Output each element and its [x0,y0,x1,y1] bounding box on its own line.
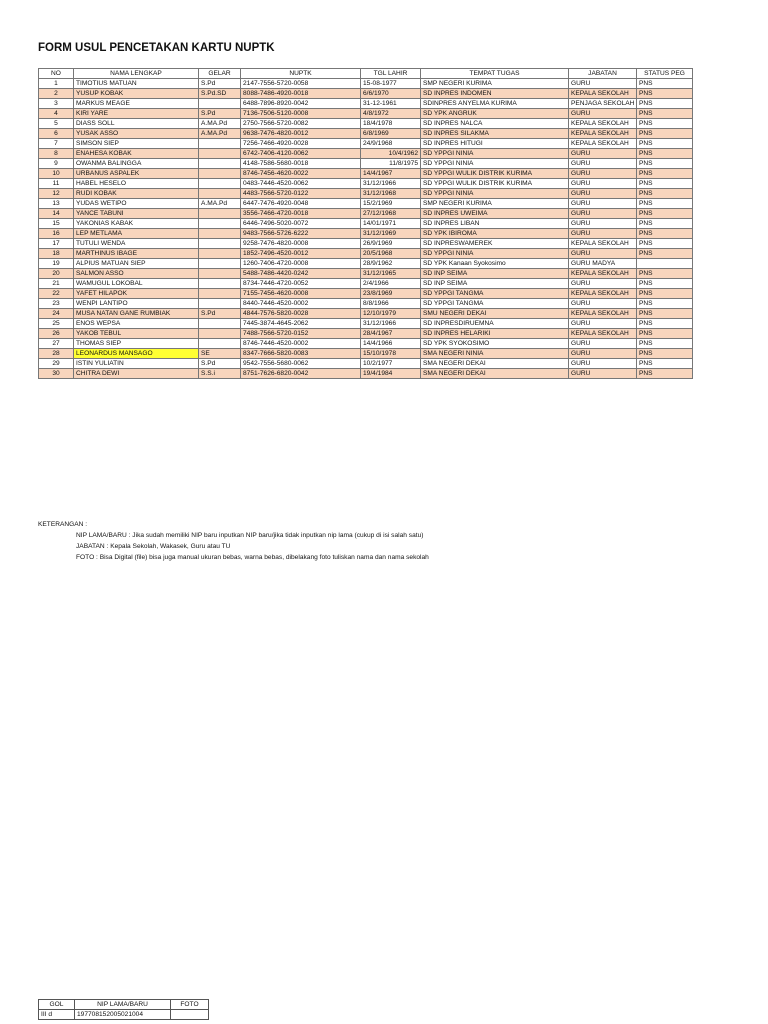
cell-nuptk: 6446-7496-5020-0072 [241,219,361,229]
cell-nuptk: 2750-7566-5720-0082 [241,119,361,129]
cell-tgl-lahir: 26/9/1969 [361,239,421,249]
table-row [39,119,693,129]
cell-nama: ISTIN YULIATIN [74,359,199,369]
cell-status: PNS [637,129,693,139]
cell-nuptk: 6742-7406-4120-0062 [241,149,361,159]
header-status: STATUS PEG [637,69,693,79]
gol-value: III d [39,1010,75,1020]
cell-tempat-tugas: SMP NEGERI KURIMA [421,79,569,89]
cell-tempat-tugas: SD INPRES LIBAN [421,219,569,229]
cell-tgl-lahir: 18/4/1978 [361,119,421,129]
table-row [39,109,693,119]
cell-no: 4 [39,109,74,119]
cell-gelar: S.Pd [199,109,241,119]
cell-tgl-lahir: 24/9/1968 [361,139,421,149]
table-header-row [39,69,693,79]
header-tempat-tugas: TEMPAT TUGAS [421,69,569,79]
cell-status: PNS [637,299,693,309]
cell-nuptk: 5488-7486-4420-0242 [241,269,361,279]
foto-value [171,1010,209,1020]
cell-tempat-tugas: SD YPPGI NINIA [421,159,569,169]
cell-status: PNS [637,319,693,329]
cell-tempat-tugas: SMA NEGERI DEKAI [421,359,569,369]
cell-status: PNS [637,139,693,149]
table-row [39,289,693,299]
cell-tempat-tugas: SD YPPGI WULIK DISTRIK KURIMA [421,169,569,179]
cell-nama: SIMSON SIEP [74,139,199,149]
cell-no: 29 [39,359,74,369]
cell-no: 17 [39,239,74,249]
header-nip: NIP LAMA/BARU [75,1000,171,1010]
cell-nama: WENPI LANTIPO [74,299,199,309]
cell-status: PNS [637,279,693,289]
cell-no: 20 [39,269,74,279]
cell-nuptk: 0483-7446-4520-0062 [241,179,361,189]
cell-tempat-tugas: SD INPRES UWEIMA [421,209,569,219]
cell-jabatan: KEPALA SEKOLAH [569,289,637,299]
cell-tgl-lahir: 8/8/1966 [361,299,421,309]
table-row [39,179,693,189]
cell-status: PNS [637,229,693,239]
cell-no: 23 [39,299,74,309]
cell-no: 26 [39,329,74,339]
cell-nuptk: 8088-7486-4920-0018 [241,89,361,99]
cell-gelar [199,339,241,349]
cell-gelar: S.S.i [199,369,241,379]
cell-tgl-lahir: 15-08-1977 [361,79,421,89]
cell-jabatan: GURU [569,369,637,379]
table-row [39,79,693,89]
cell-gelar [199,219,241,229]
cell-tgl-lahir: 6/8/1969 [361,129,421,139]
cell-nuptk: 1852-7496-4520-0012 [241,249,361,259]
cell-nuptk: 4148-7586-5680-0018 [241,159,361,169]
cell-jabatan: GURU [569,179,637,189]
cell-tgl-lahir: 15/10/1978 [361,349,421,359]
cell-tempat-tugas: SD YPPGI NINIA [421,189,569,199]
table-row [39,189,693,199]
cell-gelar [199,179,241,189]
cell-jabatan: GURU [569,349,637,359]
cell-no: 19 [39,259,74,269]
table-row [39,329,693,339]
cell-tgl-lahir: 31/12/1965 [361,269,421,279]
cell-nuptk: 4483-7566-5720-0122 [241,189,361,199]
cell-gelar: A.MA.Pd [199,129,241,139]
cell-tempat-tugas: SD INPRESWAMEREK [421,239,569,249]
cell-gelar: A.MA.Pd [199,199,241,209]
header-gelar: GELAR [199,69,241,79]
cell-no: 7 [39,139,74,149]
cell-nama: URBANUS ASPALEK [74,169,199,179]
cell-gelar [199,249,241,259]
cell-tempat-tugas: SD INPRES HITUGI [421,139,569,149]
notes-line-foto: FOTO : Bisa Digital (file) bisa juga manual ukuran bebas, warna bebas, dibelakang foto tuliskan nama dan nama sekolah [76,554,429,561]
cell-tgl-lahir: 6/6/1970 [361,89,421,99]
table-row [39,309,693,319]
cell-status: PNS [637,349,693,359]
cell-tempat-tugas: SD INPRES HELARIKI [421,329,569,339]
cell-gelar [199,289,241,299]
cell-nama: CHITRA DEWI [74,369,199,379]
cell-nama: LEP METLAMA [74,229,199,239]
cell-tgl-lahir: 11/8/1975 [361,159,421,169]
cell-gelar [199,149,241,159]
cell-status: PNS [637,169,693,179]
cell-nuptk: 7136-7506-5120-0008 [241,109,361,119]
cell-nama: TUTULI WENDA [74,239,199,249]
cell-jabatan: KEPALA SEKOLAH [569,129,637,139]
table-row [39,89,693,99]
table-row [39,149,693,159]
cell-tempat-tugas: SD INP SEIMA [421,269,569,279]
header-gol: GOL [39,1000,75,1010]
cell-nama: YAFET HILAPOK [74,289,199,299]
cell-tempat-tugas: SD YPPGI TANGMA [421,289,569,299]
cell-nama: YANCE TABUNI [74,209,199,219]
cell-nuptk: 9258-7476-4820-0008 [241,239,361,249]
cell-nama: MUSA NATAN GANE RUMBIAK [74,309,199,319]
cell-no: 10 [39,169,74,179]
notes [38,519,429,563]
notes-line-nip: NIP LAMA/BARU : Jika sudah memiliki NIP baru inputkan NIP baru/jika tidak inputkan nip lama (cukup di isi salah satu) [76,532,424,539]
cell-no: 25 [39,319,74,329]
cell-tgl-lahir: 19/4/1984 [361,369,421,379]
gol-header-row [39,1000,209,1010]
header-nama: NAMA LENGKAP [74,69,199,79]
cell-no: 18 [39,249,74,259]
cell-jabatan: GURU [569,209,637,219]
cell-no: 12 [39,189,74,199]
cell-tempat-tugas: SMA NEGERI NINIA [421,349,569,359]
cell-nuptk: 7256-7466-4920-0028 [241,139,361,149]
cell-jabatan: GURU [569,159,637,169]
cell-status: PNS [637,89,693,99]
cell-jabatan: GURU [569,169,637,179]
cell-nama: ENAHESA KOBAK [74,149,199,159]
cell-nuptk: 7155-7456-4620-0008 [241,289,361,299]
cell-nuptk: 8746-7446-4520-0002 [241,339,361,349]
cell-tgl-lahir: 27/12/1968 [361,209,421,219]
cell-nuptk: 6447-7476-4920-0048 [241,199,361,209]
cell-tgl-lahir: 31/12/1966 [361,319,421,329]
cell-status: PNS [637,219,693,229]
cell-no: 22 [39,289,74,299]
cell-tgl-lahir: 20/5/1968 [361,249,421,259]
cell-no: 6 [39,129,74,139]
cell-tgl-lahir: 4/8/1972 [361,109,421,119]
cell-jabatan: GURU MADYA [569,259,637,269]
cell-tempat-tugas: SMA NEGERI DEKAI [421,369,569,379]
cell-no: 3 [39,99,74,109]
cell-tempat-tugas: SD YPPGI NINIA [421,149,569,159]
cell-tgl-lahir: 15/2/1969 [361,199,421,209]
cell-nuptk: 9638-7476-4820-0012 [241,129,361,139]
cell-nama: SALMON ASSO [74,269,199,279]
cell-status: PNS [637,359,693,369]
table-row [39,349,693,359]
cell-no: 27 [39,339,74,349]
cell-tgl-lahir: 14/4/1967 [361,169,421,179]
cell-nuptk: 8746-7456-4620-0022 [241,169,361,179]
cell-status: PNS [637,209,693,219]
cell-tgl-lahir: 10/2/1977 [361,359,421,369]
cell-jabatan: KEPALA SEKOLAH [569,329,637,339]
table-row [39,229,693,239]
gol-nip-table [38,999,209,1020]
cell-jabatan: GURU [569,79,637,89]
cell-gelar [199,329,241,339]
table-row [39,339,693,349]
cell-jabatan: PENJAGA SEKOLAH [569,99,637,109]
cell-status: PNS [637,199,693,209]
cell-gelar [199,239,241,249]
cell-tgl-lahir: 12/10/1979 [361,309,421,319]
cell-jabatan: KEPALA SEKOLAH [569,139,637,149]
cell-no: 11 [39,179,74,189]
table-row [39,159,693,169]
cell-jabatan: GURU [569,299,637,309]
cell-nama: YUSUP KOBAK [74,89,199,99]
cell-nuptk: 8440-7446-4520-0002 [241,299,361,309]
cell-nuptk: 1260-7406-4720-0008 [241,259,361,269]
cell-tgl-lahir: 14/4/1966 [361,339,421,349]
cell-tempat-tugas: SMU NEGERI DEKAI [421,309,569,319]
cell-no: 30 [39,369,74,379]
cell-nuptk: 3556-7466-4720-0018 [241,209,361,219]
cell-tgl-lahir: 23/8/1969 [361,289,421,299]
cell-tgl-lahir: 14/01/1971 [361,219,421,229]
table-row [39,169,693,179]
cell-nama: DIASS SOLL [74,119,199,129]
cell-jabatan: GURU [569,149,637,159]
cell-gelar [199,209,241,219]
cell-jabatan: GURU [569,319,637,329]
cell-no: 13 [39,199,74,209]
cell-jabatan: GURU [569,109,637,119]
cell-tempat-tugas: SD INPRES SILAKMA [421,129,569,139]
cell-tempat-tugas: SDINPRES ANYELMA KURIMA [421,99,569,109]
cell-nuptk: 4844-7576-5820-0028 [241,309,361,319]
table-row [39,99,693,109]
cell-nama: YAKONIAS KABAK [74,219,199,229]
cell-tempat-tugas: SD YPK ANGRUK [421,109,569,119]
table-row [39,209,693,219]
cell-gelar [199,189,241,199]
cell-nama: THOMAS SIEP [74,339,199,349]
cell-status: PNS [637,269,693,279]
cell-gelar: SE [199,349,241,359]
cell-status [637,259,693,269]
table-row [39,219,693,229]
cell-gelar [199,319,241,329]
cell-status: PNS [637,159,693,169]
notes-line-jabatan: JABATAN : Kepala Sekolah, Wakasek, Guru atau TU [76,543,231,550]
header-foto: FOTO [171,1000,209,1010]
table-row [39,319,693,329]
header-tgl-lahir: TGL LAHIR [361,69,421,79]
cell-no: 8 [39,149,74,159]
gol-data-row [39,1010,209,1020]
cell-no: 28 [39,349,74,359]
cell-jabatan: GURU [569,249,637,259]
cell-nama: MARKUS MEAGE [74,99,199,109]
cell-nuptk: 8347-7666-5820-0083 [241,349,361,359]
cell-nuptk: 6488-7896-8920-0042 [241,99,361,109]
cell-gelar [199,169,241,179]
cell-gelar: A.MA.Pd [199,119,241,129]
cell-no: 1 [39,79,74,89]
cell-nama: ENOS WEPSA [74,319,199,329]
cell-nama: LEONARDUS MANSAGO [74,349,199,359]
cell-jabatan: KEPALA SEKOLAH [569,239,637,249]
table-row [39,279,693,289]
cell-nama: HABEL HESELO [74,179,199,189]
cell-gelar [199,159,241,169]
cell-tempat-tugas: SD YPK IBIROMA [421,229,569,239]
notes-heading: KETERANGAN : [38,521,88,528]
form-title: FORM USUL PENCETAKAN KARTU NUPTK [38,42,275,54]
cell-nuptk: 8751-7626-6820-0042 [241,369,361,379]
cell-status: PNS [637,249,693,259]
cell-status: PNS [637,99,693,109]
cell-nama: YUDAS WETIPO [74,199,199,209]
cell-no: 15 [39,219,74,229]
cell-tempat-tugas: SD INPRES NALCA [421,119,569,129]
cell-nuptk: 2147-7556-5720-0058 [241,79,361,89]
cell-tgl-lahir: 10/4/1962 [361,149,421,159]
table-row [39,269,693,279]
cell-no: 14 [39,209,74,219]
table-row [39,199,693,209]
cell-status: PNS [637,339,693,349]
cell-tgl-lahir: 31/12/1969 [361,229,421,239]
cell-gelar: S.Pd [199,309,241,319]
table-row [39,239,693,249]
cell-status: PNS [637,189,693,199]
table-row [39,259,693,269]
header-no: NO [39,69,74,79]
cell-gelar [199,139,241,149]
cell-nuptk: 9542-7556-5680-0062 [241,359,361,369]
cell-tempat-tugas: SD YPK SYOKOSIMO [421,339,569,349]
cell-status: PNS [637,329,693,339]
nuptk-table [38,68,693,379]
table-row [39,369,693,379]
cell-tempat-tugas: SMP NEGERI KURIMA [421,199,569,209]
cell-nama: YUSAK ASSO [74,129,199,139]
cell-jabatan: GURU [569,219,637,229]
cell-jabatan: KEPALA SEKOLAH [569,309,637,319]
cell-jabatan: GURU [569,279,637,289]
table-row [39,249,693,259]
cell-tempat-tugas: SD INPRES INDOMEN [421,89,569,99]
cell-jabatan: GURU [569,339,637,349]
table-row [39,139,693,149]
cell-jabatan: GURU [569,359,637,369]
cell-no: 21 [39,279,74,289]
cell-tgl-lahir: 2/4/1966 [361,279,421,289]
cell-nama: OWANMA BALINGGA [74,159,199,169]
cell-gelar [199,279,241,289]
cell-tgl-lahir: 28/9/1962 [361,259,421,269]
cell-tempat-tugas: SD YPPGI TANGMA [421,299,569,309]
cell-status: PNS [637,239,693,249]
cell-tempat-tugas: SD INPRESDIRUEMNA [421,319,569,329]
cell-jabatan: KEPALA SEKOLAH [569,119,637,129]
cell-status: PNS [637,369,693,379]
cell-gelar [199,269,241,279]
cell-gelar [199,229,241,239]
cell-status: PNS [637,149,693,159]
table-row [39,299,693,309]
cell-gelar: S.Pd [199,359,241,369]
cell-nama: RUDI KOBAK [74,189,199,199]
cell-tgl-lahir: 31/12/1968 [361,189,421,199]
cell-no: 5 [39,119,74,129]
cell-nama: MARTHINUS IBAGE [74,249,199,259]
cell-no: 24 [39,309,74,319]
cell-tempat-tugas: SD YPPGI WULIK DISTRIK KURIMA [421,179,569,189]
cell-nama: KIRI YARE [74,109,199,119]
cell-tempat-tugas: SD INP SEIMA [421,279,569,289]
cell-nama: TIMOTIUS MATUAN [74,79,199,89]
table-row [39,359,693,369]
cell-status: PNS [637,79,693,89]
cell-gelar [199,99,241,109]
cell-nama: ALPIUS MATUAN SIEP [74,259,199,269]
cell-nuptk: 7445-3874-4645-2062 [241,319,361,329]
cell-jabatan: GURU [569,199,637,209]
cell-tgl-lahir: 31-12-1961 [361,99,421,109]
cell-nama: YAKOB TEBUL [74,329,199,339]
cell-status: PNS [637,119,693,129]
cell-nama: WAMUGUL LOKOBAL [74,279,199,289]
cell-jabatan: GURU [569,229,637,239]
cell-tempat-tugas: SD YPPGI NINIA [421,249,569,259]
cell-status: PNS [637,179,693,189]
cell-jabatan: GURU [569,189,637,199]
cell-tgl-lahir: 28/4/1967 [361,329,421,339]
cell-gelar [199,259,241,269]
table-row [39,129,693,139]
cell-status: PNS [637,109,693,119]
cell-tempat-tugas: SD YPK Kanaan Syokosimo [421,259,569,269]
cell-no: 16 [39,229,74,239]
header-jabatan: JABATAN [569,69,637,79]
cell-gelar [199,299,241,309]
cell-gelar: S.Pd [199,79,241,89]
cell-nuptk: 7488-7566-5720-0152 [241,329,361,339]
cell-jabatan: KEPALA SEKOLAH [569,269,637,279]
cell-tgl-lahir: 31/12/1966 [361,179,421,189]
cell-no: 9 [39,159,74,169]
cell-status: PNS [637,309,693,319]
cell-gelar: S.Pd.SD [199,89,241,99]
cell-no: 2 [39,89,74,99]
cell-nuptk: 8734-7446-4720-0052 [241,279,361,289]
cell-nuptk: 9483-7566-5726-6222 [241,229,361,239]
cell-jabatan: KEPALA SEKOLAH [569,89,637,99]
cell-status: PNS [637,289,693,299]
nip-value: 197708152005021004 [75,1010,171,1020]
header-nuptk: NUPTK [241,69,361,79]
